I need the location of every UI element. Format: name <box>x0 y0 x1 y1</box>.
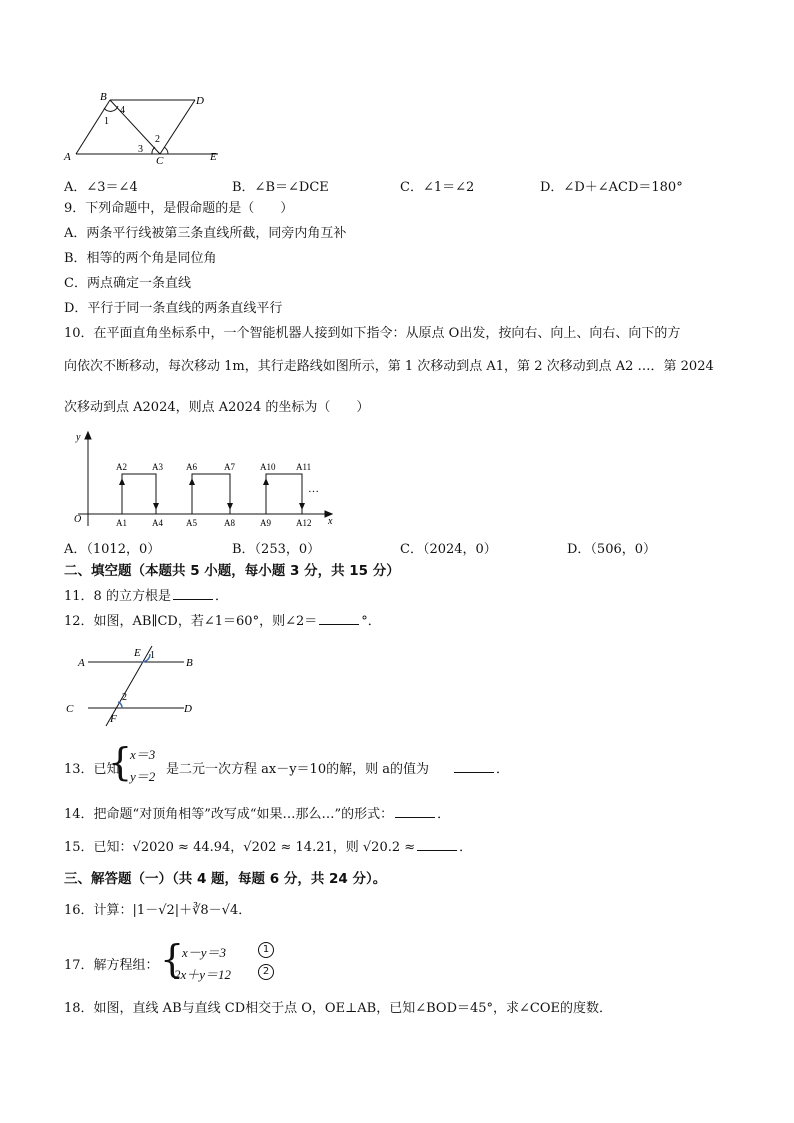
fig10-label-top: A2 <box>116 462 127 472</box>
fig10-label-top: A3 <box>152 462 163 472</box>
q10-option-b: B．（253，0） <box>232 542 321 557</box>
q9-option-d: D．平行于同一条直线的两条直线平行 <box>64 301 283 316</box>
q9-option-c: C．两点确定一条直线 <box>64 276 191 291</box>
fig12-label-C: C <box>66 703 74 715</box>
fig10-label-top: A10 <box>260 462 276 472</box>
q18: 18．如图，直线 AB与直线 CD相交于点 O，OE⊥AB，已知∠BOD＝45°，求∠COE的度数． <box>64 1001 613 1016</box>
fig12-angle-1: 1 <box>150 650 155 661</box>
fig8-angle-4: 4 <box>120 105 125 116</box>
q17-marker-2: 2 <box>258 964 274 980</box>
fig12-label-D: D <box>184 703 192 715</box>
q10-option-a: A．（1012，0） <box>64 542 161 557</box>
fig10-label-top: A11 <box>296 462 312 472</box>
q10-figure <box>66 430 346 530</box>
fig12-label-F: F <box>110 713 117 725</box>
fig10-label-bottom: A5 <box>186 518 197 528</box>
fig8-angle-2: 2 <box>155 134 160 145</box>
q11-end: ． <box>214 589 228 604</box>
q17-marker-1: 1 <box>258 942 274 958</box>
fig8-angle-3: 3 <box>138 144 143 155</box>
fig8-label-D: D <box>196 95 204 107</box>
q10-line-2: 向依次不断移动，每次移动 1m，其行走路线如图所示，第 1 次移动到点 A1，第 2 次移动到点 A2 …．第 2024 <box>64 359 714 374</box>
q14-blank <box>395 805 435 818</box>
q10-option-c: C．（2024，0） <box>400 542 497 557</box>
fig8-label-B: B <box>100 91 107 103</box>
q8-option-c: C．∠1＝∠2 <box>400 180 475 195</box>
fig12-label-E: E <box>134 647 141 659</box>
fig10-origin: O <box>74 514 82 525</box>
q8-option-b: B．∠B＝∠DCE <box>232 180 329 195</box>
q9-option-b: B．相等的两个角是同位角 <box>64 251 217 266</box>
q13-eq2: y＝2 <box>130 769 156 784</box>
q14-end: ． <box>437 807 451 822</box>
q15-text: 15．已知：√2020 ≈ 44.94，√202 ≈ 14.21，则 √20.2 ≈ <box>64 840 416 855</box>
section-3-title: 三、解答题（一）（共 4 题，每题 6 分，共 24 分）。 <box>64 871 387 887</box>
q14-text: 14．把命题“对顶角相等”改写成“如果…那么…”的形式： <box>64 807 394 822</box>
q11-text: 11．8 的立方根是 <box>64 589 171 604</box>
q12-blank <box>319 612 359 625</box>
q11-blank <box>173 587 213 600</box>
q9-stem: 9．下列命题中，是假命题的是（ ） <box>64 201 294 216</box>
fig10-axis-x: x <box>328 516 333 527</box>
q17-eq1: x－y＝3 <box>182 945 227 960</box>
fig10-label-top: A7 <box>224 462 235 472</box>
q13-prefix: 13．已知 <box>64 762 120 777</box>
fig10-label-bottom: A4 <box>152 518 163 528</box>
q17-prefix: 17．解方程组： <box>64 958 159 973</box>
fig10-ellipsis: … <box>308 483 319 495</box>
q8-option-a: A．∠3＝∠4 <box>64 180 138 195</box>
fig10-label-top: A6 <box>186 462 197 472</box>
fig12-angle-2: 2 <box>122 692 127 703</box>
q14 <box>64 805 450 824</box>
q8-figure <box>60 90 230 165</box>
q17-brace: { <box>160 937 185 981</box>
q12-text: 12．如图，AB∥CD，若∠1＝60°，则∠2＝ <box>64 614 318 629</box>
q13-brace: { <box>108 740 133 784</box>
fig8-label-A: A <box>64 151 71 163</box>
q13-eq1: x＝3 <box>130 747 156 762</box>
q13-end: ． <box>496 762 510 777</box>
q10-line-3: 次移动到点 A2024，则点 A2024 的坐标为（ ） <box>64 400 370 415</box>
q12-end: °． <box>361 614 381 629</box>
fig10-axis-y: y <box>76 432 81 443</box>
q11 <box>64 587 228 606</box>
q12-figure <box>62 640 212 730</box>
q15-end: ． <box>459 840 473 855</box>
q8-option-d: D．∠D＋∠ACD＝180° <box>540 180 683 195</box>
q15-blank <box>417 838 457 851</box>
section-2-title: 二、填空题（本题共 5 小题，每小题 3 分，共 15 分） <box>64 563 400 579</box>
q12 <box>64 612 381 631</box>
q13-mid: 是二元一次方程 ax－y＝10的解，则 a的值为 <box>166 762 429 777</box>
fig8-label-E: E <box>210 151 217 163</box>
q13-blank <box>454 760 494 773</box>
fig10-label-bottom: A12 <box>296 518 312 528</box>
q9-option-a: A．两条平行线被第三条直线所截，同旁内角互补 <box>64 226 347 241</box>
fig8-angle-1: 1 <box>104 116 109 127</box>
q10-line-1: 10．在平面直角坐标系中，一个智能机器人接到如下指令：从原点 O出发，按向右、向上、向右、向下的方 <box>64 326 681 341</box>
q17 <box>64 937 324 984</box>
q16: 16．计算：|1－√2|＋∛8－√4． <box>64 903 252 918</box>
fig12-label-A: A <box>78 657 85 669</box>
fig10-label-bottom: A9 <box>260 518 271 528</box>
fig12-label-B: B <box>186 657 193 669</box>
fig8-label-C: C <box>156 155 164 165</box>
q17-eq2: 2x＋y＝12 <box>174 967 232 982</box>
q15 <box>64 838 472 857</box>
fig10-label-bottom: A1 <box>116 518 127 528</box>
q10-option-d: D．（506，0） <box>567 542 657 557</box>
fig10-label-bottom: A8 <box>224 518 235 528</box>
